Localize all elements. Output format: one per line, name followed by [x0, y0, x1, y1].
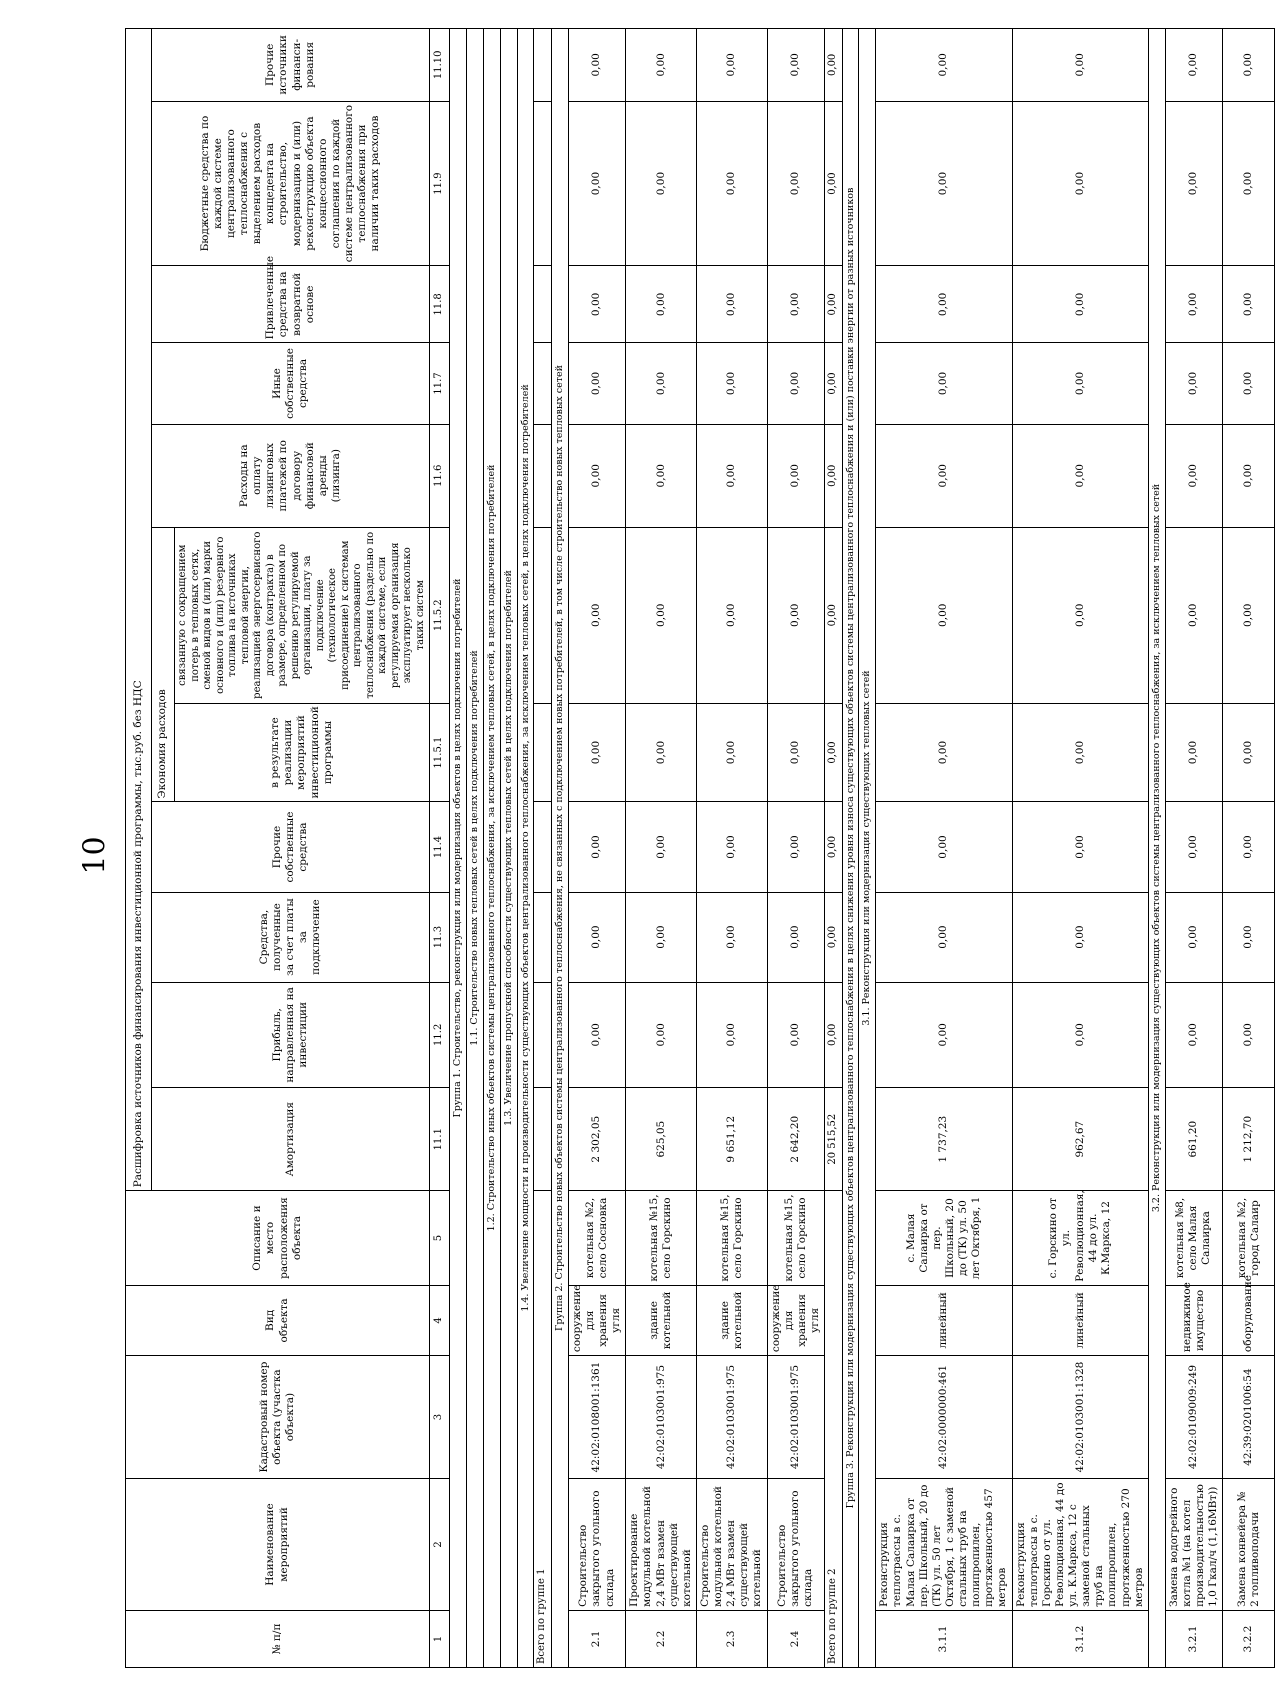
table-row — [1012, 29, 1148, 1668]
row-value: 0,00 — [1165, 424, 1223, 527]
row-value: 0,00 — [767, 266, 825, 343]
row-name: Строительство модульной котельной 2,4 МВт взамен существующей котельной — [696, 1479, 767, 1611]
row-name: Замена водогрейного котла №1 (на котел производительностью 1,0 Гкал/ч (1,16МВт)) — [1165, 1479, 1223, 1611]
row-cadastral: 42:02:0108001:1361 — [568, 1356, 626, 1479]
financing-table — [125, 28, 1275, 1668]
row-value: 0,00 — [568, 802, 626, 892]
column-numbers-row — [430, 29, 450, 1668]
row-value: 0,00 — [876, 343, 1012, 424]
page-number: 10 — [77, 836, 113, 875]
row-value: 0,00 — [1012, 29, 1148, 102]
row-value: 1 737,23 — [876, 1088, 1012, 1191]
col-header-1: № п/п — [126, 1610, 430, 1667]
row-value: 0,00 — [767, 343, 825, 424]
total-value — [534, 892, 552, 982]
row-value: 0,00 — [626, 424, 697, 527]
row-value: 1 212,70 — [1223, 1088, 1275, 1191]
row-value: 0,00 — [1223, 424, 1275, 527]
total-group1-row — [534, 29, 552, 1668]
row-cadastral: 42:02:0103001:975 — [767, 1356, 825, 1479]
row-description: с. Малая Салаирка от пер. Школьный, 20 до (ТК) ул. 50 лет Октября, 1 — [876, 1191, 1012, 1285]
total-value: 0,00 — [825, 424, 843, 527]
column-number: 3 — [430, 1356, 450, 1479]
total-value — [534, 982, 552, 1087]
subgroup-1-1-row — [466, 29, 483, 1668]
row-value: 0,00 — [1223, 982, 1275, 1087]
row-value: 0,00 — [696, 892, 767, 982]
row-value: 0,00 — [1165, 527, 1223, 703]
row-cadastral: 42:02:0109009:249 — [1165, 1356, 1223, 1479]
economy-header: Экономия расходов — [152, 527, 175, 802]
column-number: 11.3 — [430, 892, 450, 982]
col-header-11-2: Прибыль, направленная на инвестиции — [152, 982, 430, 1087]
column-number: 11.8 — [430, 266, 450, 343]
row-cadastral: 42:02:0103001:1328 — [1012, 1356, 1148, 1479]
column-number: 11.5.1 — [430, 703, 450, 802]
row-value: 0,00 — [876, 982, 1012, 1087]
row-value: 0,00 — [767, 982, 825, 1087]
row-value: 0,00 — [626, 101, 697, 266]
row-value: 625,05 — [626, 1088, 697, 1191]
total-value — [534, 101, 552, 266]
total-value: 0,00 — [825, 703, 843, 802]
row-value: 0,00 — [1165, 266, 1223, 343]
subgroup-3-1-row — [859, 29, 876, 1668]
column-number: 4 — [430, 1285, 450, 1355]
row-value: 0,00 — [696, 101, 767, 266]
row-value: 2 642,20 — [767, 1088, 825, 1191]
col-header-5: Описание и место расположения объекта — [126, 1191, 430, 1285]
top-header: Расшифровка источников финансирования инвестиционной программы, тыс.руб. без НДС — [126, 29, 152, 1191]
total-value — [534, 343, 552, 424]
column-number: 11.4 — [430, 802, 450, 892]
row-cadastral: 42:02:0103001:975 — [626, 1356, 697, 1479]
row-value: 0,00 — [767, 101, 825, 266]
row-value: 0,00 — [876, 802, 1012, 892]
total-value — [534, 802, 552, 892]
row-value: 962,67 — [1012, 1088, 1148, 1191]
row-value: 0,00 — [1165, 101, 1223, 266]
row-value: 0,00 — [767, 527, 825, 703]
group3-row-label: Группа 3. Реконструкция или модернизация существующих объектов централизованного теплоснабжения в целях снижения уровня износа существующих объектов системы централизованного теплоснабжения и (или) поставки энергии от разных источников — [842, 29, 859, 1668]
row-value: 0,00 — [1012, 424, 1148, 527]
row-value: 0,00 — [696, 266, 767, 343]
group2-row-label: Группа 2. Строительство новых объектов системы централизованного теплоснабжения, не связанных с подключением новых потребителей, в том числе строительство новых тепловых сетей — [551, 29, 568, 1668]
col-header-11-5-1: в результате реализации мероприятий инвестиционной программы — [175, 703, 430, 802]
rotated-sheet — [125, 28, 1261, 1668]
row-kind: линейный — [876, 1285, 1012, 1355]
row-value: 0,00 — [1223, 703, 1275, 802]
table-row — [626, 29, 697, 1668]
row-value: 0,00 — [1165, 982, 1223, 1087]
group2-row — [551, 29, 568, 1668]
row-value: 0,00 — [1165, 802, 1223, 892]
row-value: 0,00 — [626, 29, 697, 102]
row-number: 2.3 — [696, 1610, 767, 1667]
row-value: 0,00 — [696, 802, 767, 892]
col-header-11-6: Расходы на оплату лизинговых платежей по договору финансовой аренды (лизинга) — [152, 424, 430, 527]
row-value: 2 302,05 — [568, 1088, 626, 1191]
row-value: 0,00 — [1012, 343, 1148, 424]
row-value: 0,00 — [568, 29, 626, 102]
row-value: 0,00 — [876, 892, 1012, 982]
row-kind: здание котельной — [696, 1285, 767, 1355]
row-value: 0,00 — [626, 982, 697, 1087]
row-kind: здание котельной — [626, 1285, 697, 1355]
row-number: 2.1 — [568, 1610, 626, 1667]
row-value: 0,00 — [626, 703, 697, 802]
row-kind: сооружение для хранения угля — [767, 1285, 825, 1355]
col-header-4: Вид объекта — [126, 1285, 430, 1355]
row-value: 0,00 — [767, 424, 825, 527]
row-value: 0,00 — [696, 29, 767, 102]
row-value: 0,00 — [876, 101, 1012, 266]
row-kind: недвижимое имущество — [1165, 1285, 1223, 1355]
row-cadastral: 42:02:0000000:461 — [876, 1356, 1012, 1479]
total-value: 20 515,52 — [825, 1088, 843, 1191]
row-value: 0,00 — [568, 424, 626, 527]
row-value: 0,00 — [568, 703, 626, 802]
column-number: 11.9 — [430, 101, 450, 266]
total-value: 0,00 — [825, 527, 843, 703]
column-number: 11.5.2 — [430, 527, 450, 703]
row-value: 0,00 — [767, 703, 825, 802]
col-header-11-7: Иные собственные средства — [152, 343, 430, 424]
total-label: Всего по группе 2 — [825, 1191, 843, 1668]
row-value: 0,00 — [876, 424, 1012, 527]
column-number: 11.6 — [430, 424, 450, 527]
subgroup-1-2-row — [483, 29, 500, 1668]
rotated-table-wrapper — [125, 28, 1261, 1668]
total-value — [534, 266, 552, 343]
row-value: 0,00 — [876, 29, 1012, 102]
total-value: 0,00 — [825, 29, 843, 102]
col-header-11-10: Прочие источники финанси-рования — [152, 29, 430, 102]
column-number: 11.2 — [430, 982, 450, 1087]
row-value: 0,00 — [568, 892, 626, 982]
row-value: 0,00 — [1165, 703, 1223, 802]
column-number: 5 — [430, 1191, 450, 1285]
row-value: 0,00 — [626, 802, 697, 892]
row-cadastral: 42:02:0103001:975 — [696, 1356, 767, 1479]
row-value: 0,00 — [568, 101, 626, 266]
column-number: 2 — [430, 1479, 450, 1611]
group3-row — [842, 29, 859, 1668]
table-row — [767, 29, 825, 1668]
row-number: 2.2 — [626, 1610, 697, 1667]
row-value: 0,00 — [1012, 982, 1148, 1087]
total-value — [534, 703, 552, 802]
subgroup-3-2-row-label: 3.2. Реконструкция или модернизация существующих объектов системы централизованного теплоснабжения, за исключением тепловых сетей — [1148, 29, 1165, 1668]
subgroup-1-2-row-label: 1.2. Строительство иных объектов системы централизованного теплоснабжения, за исключением тепловых сетей, в целях подключения потребителей — [483, 29, 500, 1668]
row-description: с. Горскино от ул. Революционная, 44 до ул. К.Маркса, 12 — [1012, 1191, 1148, 1285]
row-cadastral: 42:39:0201006:54 — [1223, 1356, 1275, 1479]
row-value: 0,00 — [626, 266, 697, 343]
row-value: 0,00 — [626, 527, 697, 703]
row-value: 0,00 — [568, 343, 626, 424]
total-value: 0,00 — [825, 101, 843, 266]
row-value: 0,00 — [1165, 29, 1223, 102]
row-name: Проектирование модульной котельной 2,4 МВт взамен существующей котельной — [626, 1479, 697, 1611]
row-name: Строительство закрытого угольного склада — [767, 1479, 825, 1611]
subgroup-1-3-row — [500, 29, 517, 1668]
row-name: Реконструкция теплотрассы в с. Горскино от ул. Революционная, 44 до ул. К.Маркса, 12 с заменой стальных труб на полипропилен, протяженностью 270 метров — [1012, 1479, 1148, 1611]
table-row — [1223, 29, 1275, 1668]
group1-row — [450, 29, 467, 1668]
row-value: 0,00 — [1223, 527, 1275, 703]
subgroup-1-4-row — [517, 29, 534, 1668]
total-group2-row — [825, 29, 843, 1668]
subgroup-1-1-row-label: 1.1. Строительство новых тепловых сетей в целях подключения потребителей — [466, 29, 483, 1668]
row-number: 3.2.2 — [1223, 1610, 1275, 1667]
row-value: 0,00 — [1223, 892, 1275, 982]
row-value: 0,00 — [1223, 101, 1275, 266]
row-description: котельная №2, село Сосновка — [568, 1191, 626, 1285]
row-value: 0,00 — [626, 892, 697, 982]
row-number: 3.2.1 — [1165, 1610, 1223, 1667]
col-header-3: Кадастровый номер объекта (участка объекта) — [126, 1356, 430, 1479]
row-value: 0,00 — [1223, 802, 1275, 892]
row-value: 0,00 — [696, 424, 767, 527]
row-value: 9 651,12 — [696, 1088, 767, 1191]
total-value: 0,00 — [825, 802, 843, 892]
row-number: 2.4 — [767, 1610, 825, 1667]
subgroup-1-4-row-label: 1.4. Увеличение мощности и производительности существующих объектов централизованного теплоснабжения, за исключением тепловых сетей, в целях подключения потребителей — [517, 29, 534, 1668]
row-number: 3.1.2 — [1012, 1610, 1148, 1667]
row-value: 0,00 — [1012, 101, 1148, 266]
row-value: 0,00 — [1012, 266, 1148, 343]
row-value: 0,00 — [1012, 703, 1148, 802]
row-value: 661,20 — [1165, 1088, 1223, 1191]
total-value: 0,00 — [825, 892, 843, 982]
row-value: 0,00 — [767, 29, 825, 102]
row-value: 0,00 — [1012, 802, 1148, 892]
row-value: 0,00 — [696, 982, 767, 1087]
row-kind: сооружение для хранения угля — [568, 1285, 626, 1355]
col-header-11-5-2: связанную с сокращением потерь в тепловых сетях, сменой видов и (или) марки основного и (или) резервного топлива на источниках тепловой энергии, реализацией энергосервисного договора (контракта) в размере, определенном по решению регулируемой организации, плату за подключение (технологическое присоединение) к системам централизованного теплоснабжения (раздельно по каждой системе, если регулируемая организация эксплуатирует несколько таких систем — [175, 527, 430, 703]
row-value: 0,00 — [767, 802, 825, 892]
total-value: 0,00 — [825, 343, 843, 424]
total-label: Всего по группе 1 — [534, 1191, 552, 1668]
row-value: 0,00 — [1165, 892, 1223, 982]
row-value: 0,00 — [696, 343, 767, 424]
row-value: 0,00 — [1165, 343, 1223, 424]
total-value — [534, 1088, 552, 1191]
row-kind: оборудование — [1223, 1285, 1275, 1355]
table-row — [696, 29, 767, 1668]
column-number: 11.1 — [430, 1088, 450, 1191]
row-value: 0,00 — [1223, 29, 1275, 102]
row-value: 0,00 — [1223, 266, 1275, 343]
subgroup-3-2-row — [1148, 29, 1165, 1668]
subgroup-3-1-row-label: 3.1. Реконструкция или модернизация существующих тепловых сетей — [859, 29, 876, 1668]
table-row — [1165, 29, 1223, 1668]
subgroup-1-3-row-label: 1.3. Увеличение пропускной способности существующих тепловых сетей в целях подключения потребителей — [500, 29, 517, 1668]
row-value: 0,00 — [876, 703, 1012, 802]
total-value — [534, 424, 552, 527]
row-description: котельная №15, село Горскино — [767, 1191, 825, 1285]
row-description: котельная №8, село Малая Салаирка — [1165, 1191, 1223, 1285]
row-description: котельная №15, село Горскино — [626, 1191, 697, 1285]
row-value: 0,00 — [696, 527, 767, 703]
col-header-11-4: Прочие собственные средства — [152, 802, 430, 892]
total-value — [534, 527, 552, 703]
row-name: Реконструкция теплотрассы в с. Малая Салаирка от пер. Школьный, 20 до (ТК) ул. 50 лет Октября, 1 с заменой стальных труб на полипропилен, протяженностью 457 метров — [876, 1479, 1012, 1611]
row-value: 0,00 — [626, 343, 697, 424]
col-header-11-9: Бюджетные средства по каждой системе централизованного теплоснабжения с выделением расходов концедента на строительство, модернизацию и (или) реконструкцию объекта концессионного соглашения по каждой системе централизованного теплоснабжения при наличии таких расходов — [152, 101, 430, 266]
col-header-11-1: Амортизация — [152, 1088, 430, 1191]
row-description: котельная №15, село Горскино — [696, 1191, 767, 1285]
row-value: 0,00 — [876, 266, 1012, 343]
table-row — [876, 29, 1012, 1668]
row-kind: линейный — [1012, 1285, 1148, 1355]
row-value: 0,00 — [876, 527, 1012, 703]
total-value: 0,00 — [825, 266, 843, 343]
row-name: Строительство закрытого угольного склада — [568, 1479, 626, 1611]
table-row — [568, 29, 626, 1668]
row-value: 0,00 — [568, 527, 626, 703]
row-value: 0,00 — [767, 892, 825, 982]
col-header-11-3: Средства, полученные за счет платы за подключение — [152, 892, 430, 982]
total-value — [534, 29, 552, 102]
col-header-2: Наименование мероприятий — [126, 1479, 430, 1611]
row-value: 0,00 — [568, 982, 626, 1087]
col-header-11-8: Привлеченные средства на возвратной основе — [152, 266, 430, 343]
row-value: 0,00 — [1012, 527, 1148, 703]
column-number: 1 — [430, 1610, 450, 1667]
row-value: 0,00 — [1223, 343, 1275, 424]
row-value: 0,00 — [696, 703, 767, 802]
row-value: 0,00 — [568, 266, 626, 343]
group1-row-label: Группа 1. Строительство, реконструкция или модернизация объектов в целях подключения потребителей — [450, 29, 467, 1668]
total-value: 0,00 — [825, 982, 843, 1087]
column-number: 11.7 — [430, 343, 450, 424]
row-value: 0,00 — [1012, 892, 1148, 982]
row-name: Замена конвейера № 2 топливоподачи — [1223, 1479, 1275, 1611]
row-description: котельная №2, город Салаир — [1223, 1191, 1275, 1285]
column-number: 11.10 — [430, 29, 450, 102]
row-number: 3.1.1 — [876, 1610, 1012, 1667]
